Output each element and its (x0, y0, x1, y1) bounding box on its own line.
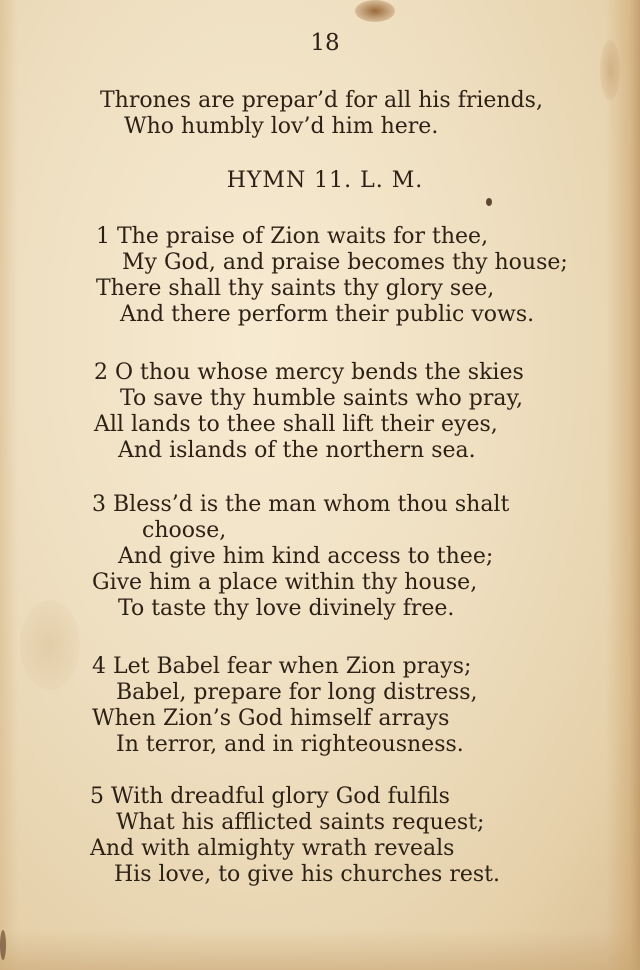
verse-line: All lands to thee shall lift their eyes, (94, 412, 498, 437)
verse-line: His love, to give his churches rest. (114, 862, 500, 887)
ink-spot (486, 198, 492, 206)
verse-line: And with almighty wrath reveals (90, 836, 455, 861)
verse-line: 3 Bless’d is the man whom thou shalt (92, 492, 510, 517)
verse-line: My God, and praise becomes thy house; (122, 250, 568, 275)
verse-line: 4 Let Babel fear when Zion prays; (92, 654, 472, 679)
verse-line: Thrones are prepar’d for all his friends, (100, 88, 543, 113)
verse-line: Give him a place within thy house, (92, 570, 478, 595)
hymn-title: HYMN 11. L. M. (226, 168, 424, 193)
verse-line: There shall thy saints thy glory see, (96, 276, 495, 301)
page-edge-bottom (0, 930, 640, 970)
page-number: 18 (310, 30, 340, 56)
verse-line: 1 The praise of Zion waits for thee, (96, 224, 489, 249)
binding-mark (0, 930, 6, 960)
verse-line: And give him kind access to thee; (118, 544, 494, 569)
verse-line: To taste thy love divinely free. (118, 596, 455, 621)
verse-line: To save thy humble saints who pray, (120, 386, 524, 411)
verse-line: What his afflicted saints request; (116, 810, 485, 835)
verse-line: 2 O thou whose mercy bends the skies (94, 360, 524, 385)
page-edge-left (0, 0, 18, 970)
verse-line: And islands of the northern sea. (118, 438, 476, 463)
foxing-mark (20, 600, 80, 690)
verse-line: And there perform their public vows. (120, 302, 535, 327)
verse-line: choose, (142, 518, 227, 543)
verse-line: When Zion’s God himself arrays (92, 706, 450, 731)
page-edge-right (606, 0, 640, 970)
verse-line: 5 With dreadful glory God fulfils (90, 784, 450, 809)
verse-line: Who humbly lov’d him here. (124, 114, 439, 139)
ink-stain (355, 0, 395, 22)
verse-line: In terror, and in righteousness. (116, 732, 464, 757)
verse-line: Babel, prepare for long distress, (116, 680, 478, 705)
